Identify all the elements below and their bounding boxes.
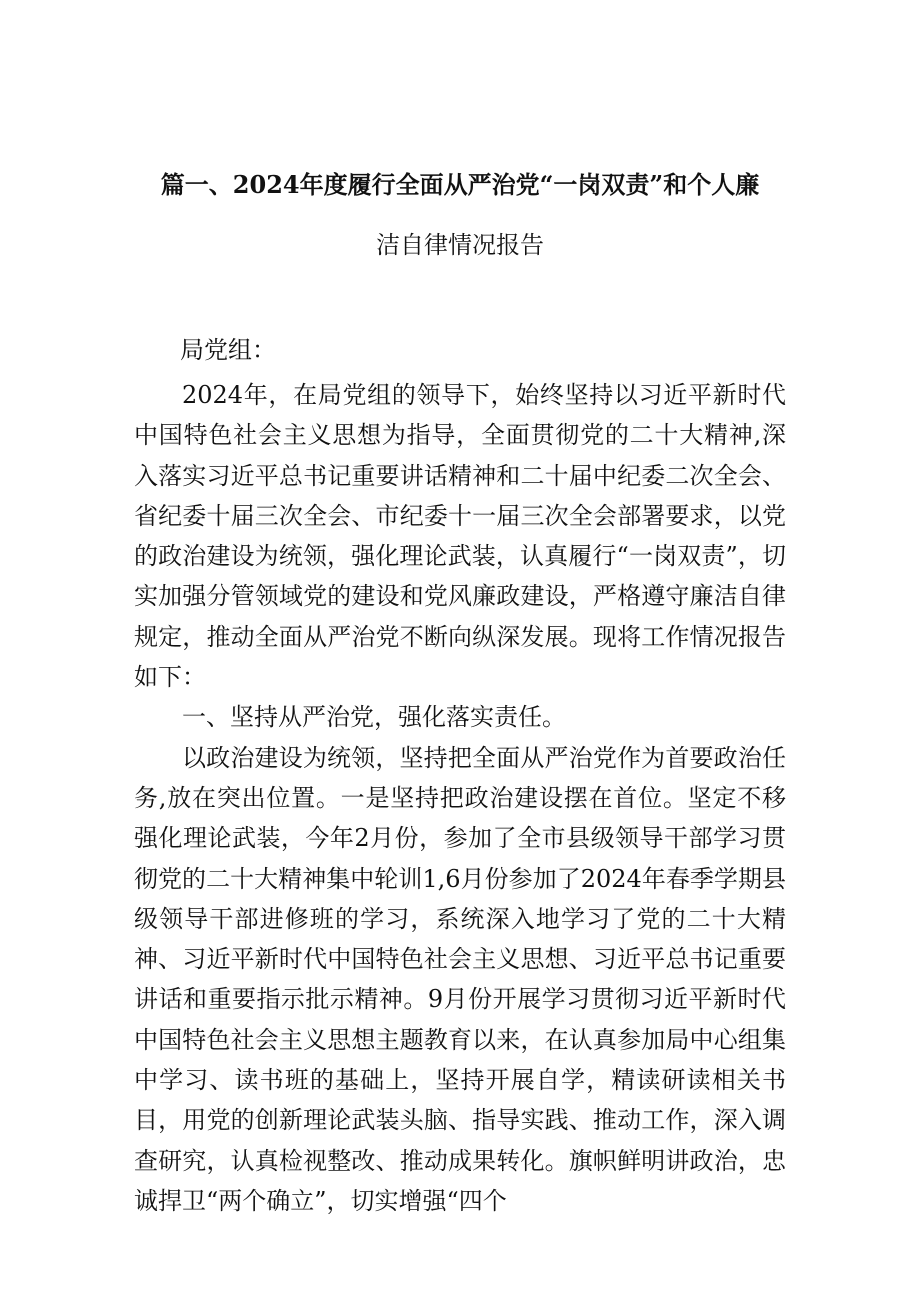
section-paragraph-1: 以政治建设为统领，坚持把全面从严治党作为首要政治任务,放在突出位置。一是坚持把政治建设摆在首位。坚定不移强化理论武装，今年2月份，参加了全市县级领导干部学习贯彻党的二十大精神集中轮训1,6月份参加了2024年春季学期县级领导干部进修班的学习，系统深入地学习了党的二十大精神、习近平新时代中国特色社会主义思想、习近平总书记重要讲话和重要指示批示精神。9月份开展学习贯彻习近平新时代中国特色社会主义思想主题教育以来，在认真参加局中心组集中学习、读书班的基础上，坚持开展自学，精读研读相关书目，用党的创新理论武装头脑、指导实践、推动工作，深入调查研究，认真检视整改、推动成果转化。旗帜鲜明讲政治，忠诚捍卫“两个确立”，切实增强“四个	[134, 743, 786, 1215]
document-title-line2: 洁自律情况报告	[376, 231, 544, 259]
document-title-line1: 篇一、2024年度履行全面从严治党“一岗双责”和个人廉	[160, 170, 760, 199]
salutation: 局党组：	[180, 336, 276, 364]
intro-paragraph: 2024年，在局党组的领导下，始终坚持以习近平新时代中国特色社会主义思想为指导，全面贯彻党的二十大精神,深入落实习近平总书记重要讲话精神和二十届中纪委二次全会、省纪委十届三次全会、市纪委十一届三次全会部署要求，以党的政治建设为统领，强化理论武装，认真履行“一岗双责”，切实加强分管领域党的建设和党风廉政建设，严格遵守廉洁自律规定，推动全面从严治党不断向纵深发展。现将工作情况报告如下：	[134, 381, 786, 692]
section-heading-1: 一、坚持从严治党，强化落实责任。	[182, 703, 566, 732]
document-body	[134, 375, 786, 1221]
